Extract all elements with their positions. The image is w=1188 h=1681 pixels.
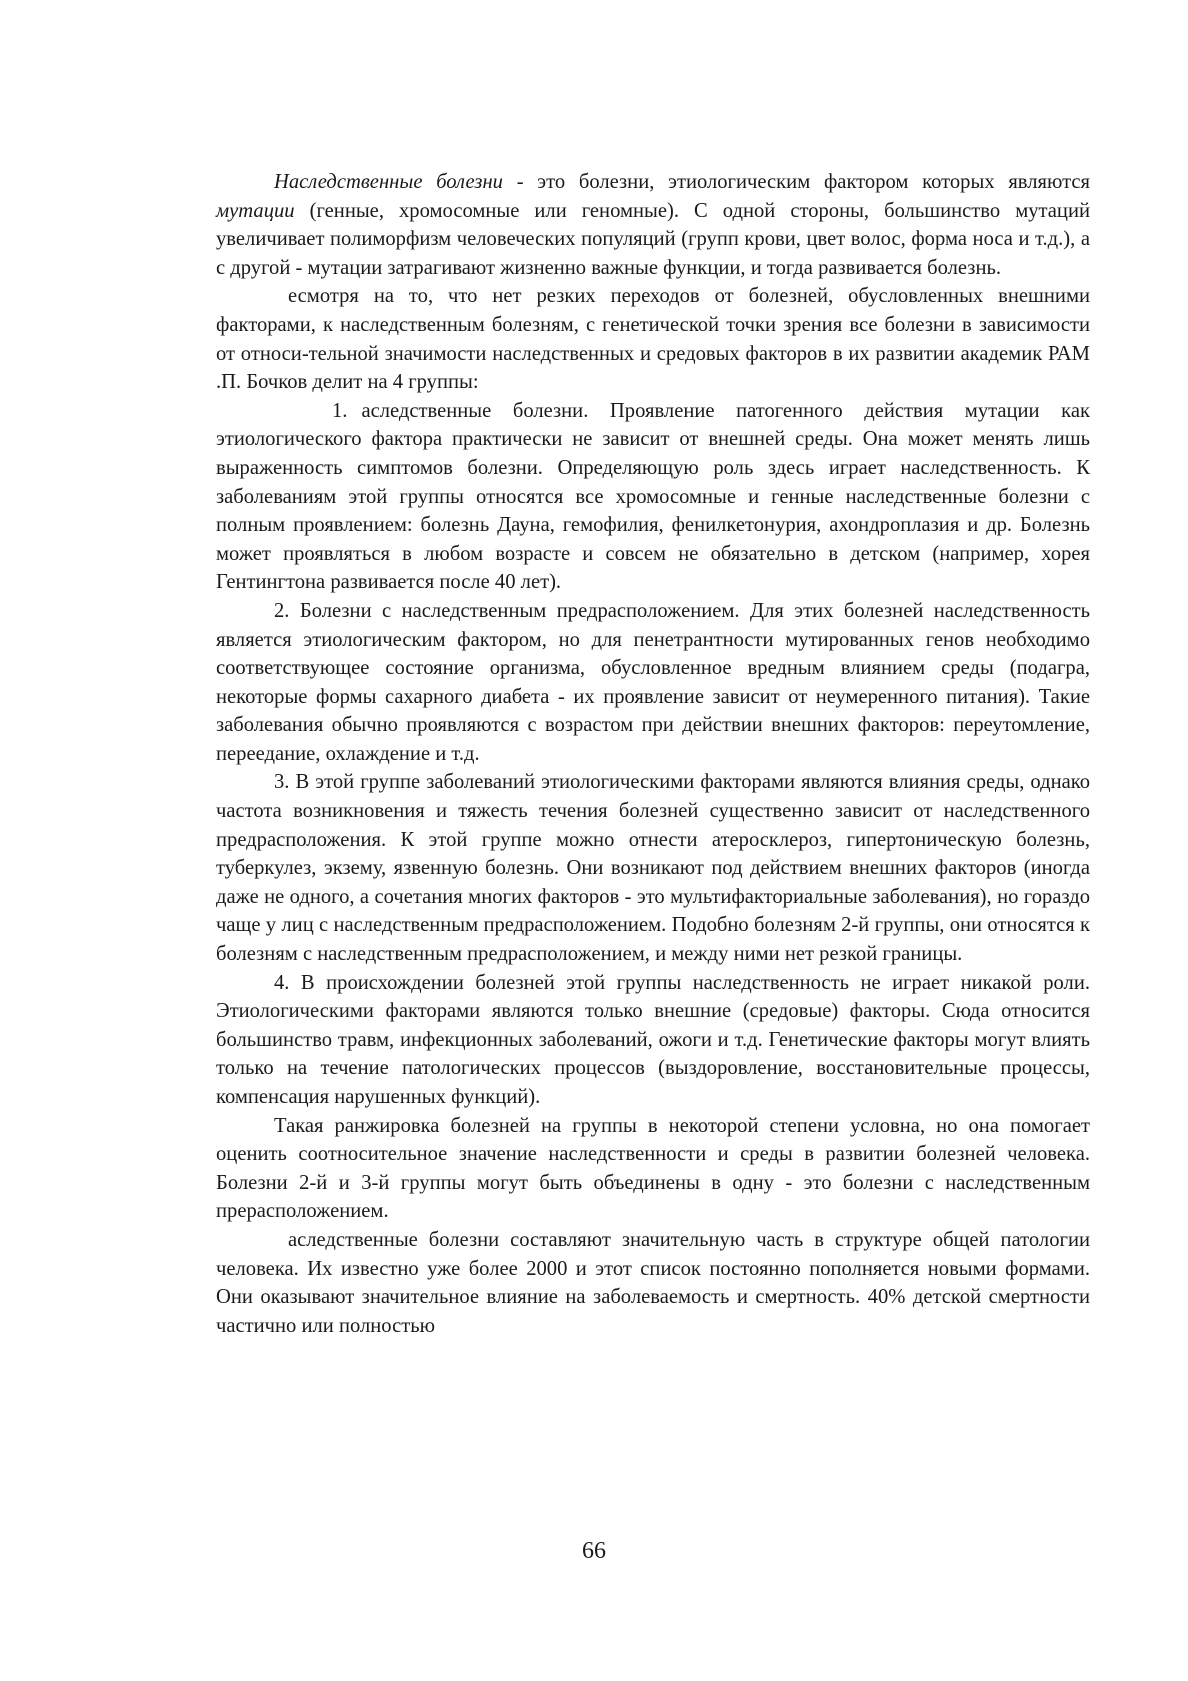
- term-hereditary-diseases: Наследственные болезни: [274, 171, 503, 193]
- paragraph-text: аследственные болезни. Проявление патогенного действия мутации как этиологического фактора практически не зависит от внешней среды. Она может менять лишь выраженность симптомов болезни. Определяющую роль здесь играет наследственность. К заболеваниям этой группы относятся все хромосомные и генные наследственные болезни с полным проявлением: болезнь Дауна, гемофилия, фенилкетонурия, ахондроплазия и др. Болезнь может проявляться в любом возрасте и совсем не обязательно в детском (например, хорея Гентингтона развивается после 40 лет).: [216, 399, 1090, 594]
- paragraph-text: - это болезни, этиологическим фактором которых являются: [502, 171, 1090, 193]
- paragraph-text: аследственные болезни составляют значительную часть в структуре общей патологии человека. Их известно уже более 2000 и этот список постоянно пополняется новыми формами. Они оказывают значительное влияние на заболеваемость и смертность. 40% детской смертности частично или полностью: [216, 1228, 1090, 1337]
- page-number: 66: [582, 1538, 606, 1564]
- paragraph-definition: [216, 168, 1090, 282]
- paragraph-ranking-note: [216, 1112, 1090, 1226]
- paragraph-group-1: [216, 397, 1090, 597]
- paragraph-classification-intro: [216, 282, 1090, 396]
- paragraph-text: 4. В происхождении болезней этой группы наследственность не играет никакой роли. Этиологическими факторами являются только внешние (средовые) факторы. Сюда относится большинство травм, инфекционных заболеваний, ожоги и т.д. Генетические факторы могут влиять только на течение патологических процессов (выздоровление, восстановительные процессы, компенсация нарушенных функций).: [216, 971, 1090, 1108]
- paragraph-group-3: [216, 768, 1090, 968]
- paragraph-text: есмотря на то, что нет резких переходов от болезней, обусловленных внешними факторами, к наследственным болезням, с генетической точки зрения все болезни в зависимости от относи-тельной значимости наследственных и средовых факторов в их развитии академик РАМ .П. Бочков делит на 4 группы:: [216, 285, 1090, 394]
- page-body: [216, 168, 1090, 1340]
- paragraph-text: 3. В этой группе заболеваний этиологическими факторами являются влияния среды, однако частота возникновения и тяжесть течения болезней существенно зависит от наследственного предрасположения. К этой группе можно отнести атеросклероз, гипертоническую болезнь, туберкулез, экзему, язвенную болезнь. Они возникают под действием внешних факторов (иногда даже не одного, а сочетания многих факторов - это мультифакториальные заболевания), но гораздо чаще у лиц с наследственным предрасположением. Подобно болезням 2-й группы, они относятся к болезням с наследственным предрасположением, и между ними нет резкой границы.: [216, 771, 1090, 966]
- paragraph-text: (генные, хромосомные или геномные). С одной стороны, большинство мутаций увеличивает полиморфизм человеческих популяций (групп крови, цвет волос, форма носа и т.д.), а с другой - мутации затрагивают жизненно важные функции, и тогда развивается болезнь.: [216, 199, 1090, 279]
- list-number: 1.: [332, 399, 348, 422]
- paragraph-text: 2. Болезни с наследственным предрасположением. Для этих болезней наследственность является этиологическим фактором, но для пенетрантности мутированных генов необходимо соответствующее состояние организма, обусловленное вредным влиянием среды (подагра, некоторые формы сахарного диабета - их проявление зависит от неумеренного питания). Такие заболевания обычно проявляются с возрастом при действии внешних факторов: переутомление, переедание, охлаждение и т.д.: [216, 599, 1090, 765]
- paragraph-prevalence: [216, 1226, 1090, 1340]
- paragraph-group-2: [216, 597, 1090, 769]
- paragraph-group-4: [216, 969, 1090, 1112]
- term-mutations: мутации: [216, 199, 295, 222]
- paragraph-text: Такая ранжировка болезней на группы в некоторой степени условна, но она помогает оценить соотносительное значение наследственности и среды в развитии болезней человека. Болезни 2-й и 3-й группы могут быть объединены в одну - это болезни с наследственным прерасположением.: [216, 1114, 1090, 1223]
